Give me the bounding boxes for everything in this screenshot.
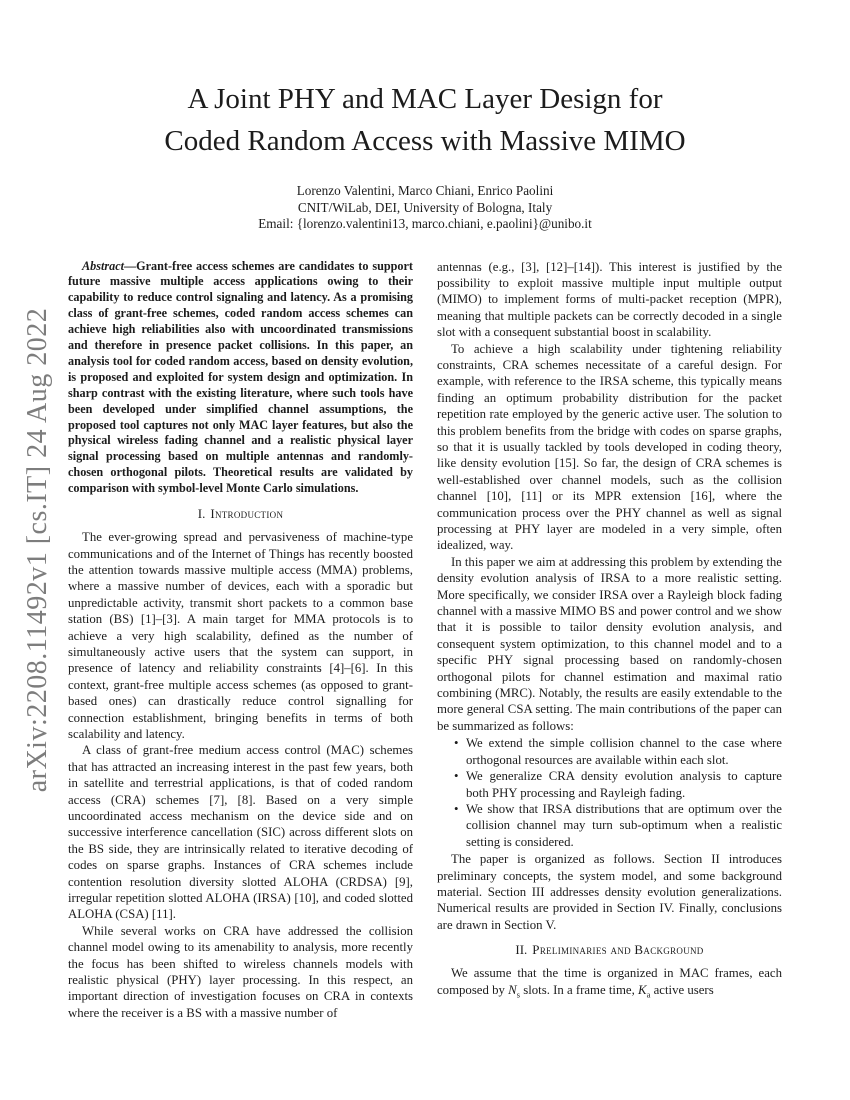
paper-title-line1: A Joint PHY and MAC Layer Design for <box>187 83 663 115</box>
abstract-paragraph <box>68 259 413 498</box>
intro-paragraph-3-continued: antennas (e.g., [3], [12]–[14]). This interest is justified by the possibility to exploit massive multiple input multiple output (MIMO) to implement forms of multi-packet reception (MPR), meaning that multiple packets can be correctly decoded in a single slot with a consequent substantial boost in scalability. <box>437 259 782 340</box>
intro-paragraph-5: In this paper we aim at addressing this problem by extending the density evolution analysis of IRSA to a more realistic setting. More specifically, we consider IRSA over a Rayleigh block fading channel with a massive MIMO BS and power control and we show that it is possible to tailor density evolution analysis, and consequent system optimization, to this channel model and to a specific PHY signal processing based on randomly-chosen orthogonal pilots for channel estimation and maximal ratio combining (MRC). Notably, the results are easily extendable to the more general CSA setting. The main contributions of the paper can be summarized as follows: <box>437 554 782 733</box>
math-sub-s: s <box>516 989 521 1000</box>
intro-paragraph-3-left: While several works on CRA have addressed the collision channel model owing to its amenability to analysis, more recently the focus has been shifted to wireless channels models with realistic physical (PHY) layer processing. In this respect, an important direction of investigation focuses on CRA in contexts where the receiver is a BS with a massive number of <box>68 923 413 1020</box>
list-item <box>437 801 782 850</box>
section-title: Preliminaries and Background <box>532 942 704 958</box>
math-var-Ka: K <box>638 982 647 997</box>
prelim-text-3: active users <box>650 982 714 997</box>
section-heading-preliminaries <box>437 942 782 958</box>
preliminaries-paragraph-1 <box>437 965 782 998</box>
intro-paragraph-6: The paper is organized as follows. Section II introduces preliminary concepts, the system model, and some background material. Section III addresses density evolution generalizations. Numerical results are provided in Section IV. Finally, conclusions are drawn in Section V. <box>437 852 782 932</box>
paper-title <box>0 78 850 162</box>
section-title: Introduction <box>210 506 284 522</box>
prelim-text-2: slots. In a frame time, <box>520 982 639 997</box>
left-column <box>68 259 413 1022</box>
section-number: II. <box>515 942 528 958</box>
section-number: I. <box>197 506 206 522</box>
prelim-text-1: We assume that the time is organized in MAC frames, each composed by <box>437 966 782 997</box>
authors: Lorenzo Valentini, Marco Chiani, Enrico Paolini <box>296 183 554 198</box>
intro-paragraph-1: The ever-growing spread and pervasiveness of machine-type communications and of the Internet of Things has recently boosted the attention towards massive multiple access (MMA) problems, where a massive number of devices, each with a sporadic but unpredictable activity, transmit short packets to a common base station (BS) [1]–[3]. A main target for MMA protocols is to achieve a very high scalability, defined as the number of simultaneously active users that the system can support, in presence of latency and reliability constraints [4]–[6]. In this context, grant-free multiple access schemes (as opposed to grant-based ones) can drastically reduce control signalling for connection establishment, bringing benefits in terms of both scalability and latency. <box>68 530 413 741</box>
section-heading-introduction <box>68 506 413 522</box>
bullet-icon: • <box>454 801 459 816</box>
abstract-text: —Grant-free access schemes are candidates to support future massive multiple access applications owing to their capability to reduce control signaling and latency. As a promising class of grant-free schemes, coded random access schemes can achieve high reliabilities also with uncoordinated transmissions and therefore in presence packet collisions. In this paper, an analysis tool for coded random access, based on density evolution, is proposed and exploited for system design and optimization. In sharp contrast with the existing literature, where such tools have been developed under simplified channel assumptions, the proposed tool captures not only MAC layer features, but also the physical wireless fading channel and a realistic physical layer signal processing based on multiple antennas and randomly-chosen orthogonal pilots. Theoretical results are validated by comparison with symbol-level Monte Carlo simulations. <box>68 258 413 496</box>
paper-header <box>0 0 850 233</box>
abstract-label: Abstract <box>82 258 124 273</box>
bullet-icon: • <box>454 769 459 784</box>
contributions-list <box>437 735 782 850</box>
authors-block <box>0 183 850 233</box>
affiliation: CNIT/WiLab, DEI, University of Bologna, Italy <box>297 199 553 215</box>
intro-paragraph-2: A class of grant-free medium access control (MAC) schemes that has attracted an increasing interest in the past few years, both in satellite and terrestrial applications, is that of coded random access (CRA) schemes [7], [8]. Based on a very simple uncoordinated access mechanism on the device side and on successive interference cancellation (SIC) across different slots on the BS side, they are intrinsically related to iterative decoding of codes on sparse graphs. Instances of CRA schemes include contention resolution diversity slotted ALOHA (CRDSA) [9], irregular repetition slotted ALOHA (IRSA) [10], and coded slotted ALOHA (CSA) [11]. <box>68 743 413 922</box>
list-item <box>437 735 782 768</box>
contribution-2: We generalize CRA density evolution analysis to capture both PHY processing and Rayleigh fading. <box>466 769 782 800</box>
arxiv-watermark: arXiv:2208.11492v1 [cs.IT] 24 Aug 2022 <box>22 307 53 793</box>
contribution-3: We show that IRSA distributions that are optimum over the collision channel may turn sub-optimum when a realistic setting is considered. <box>466 801 782 849</box>
contribution-1: We extend the simple collision channel to the case where orthogonal resources are available within each slot. <box>466 736 782 767</box>
list-item <box>437 768 782 801</box>
two-column-body <box>0 259 850 1022</box>
paper-title-line2: Coded Random Access with Massive MIMO <box>164 125 686 157</box>
email-line: Email: {lorenzo.valentini13, marco.chiani, e.paolini}@unibo.it <box>258 216 592 231</box>
right-column <box>437 259 782 1022</box>
math-sub-a: a <box>646 989 651 1000</box>
bullet-icon: • <box>454 736 459 751</box>
intro-paragraph-4: To achieve a high scalability under tightening reliability constraints, CRA schemes necessitate of a careful design. For example, with reference to the IRSA scheme, this typically means finding an optimum probability distribution for the packet repetition rate employed by the generic active user. The solution to this problem benefits from the bridge with codes on sparse graphs, so that it is usually tackled by tools developed in coding theory, like density evolution [15]. So far, the design of CRA schemes is well-established over channel models, such as the collision channel [10], [11] or its MPR extension [16], where the communication process over the PHY channel as well as signal processing at PHY layer are modeled in a very simple, often idealized, way. <box>437 341 782 553</box>
math-var-Ns: N <box>508 982 517 997</box>
